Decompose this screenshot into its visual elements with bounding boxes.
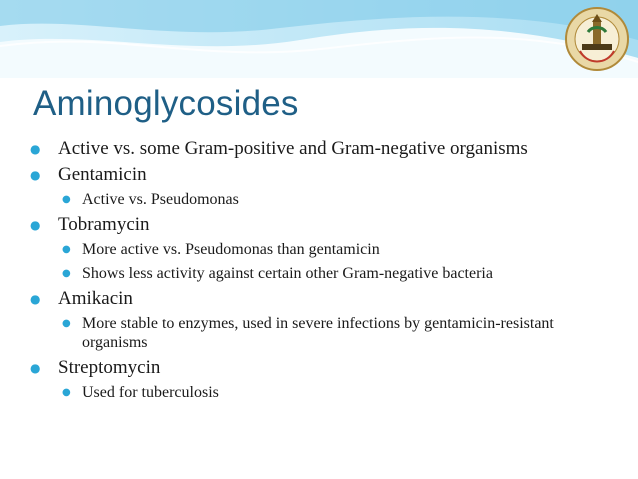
bullet-text: Used for tuberculosis: [82, 384, 219, 401]
bullet-text: Tobramycin: [58, 214, 150, 235]
header-wave-decoration: [0, 0, 638, 78]
bullet-text: Gentamicin: [58, 164, 147, 185]
list-item: [30, 288, 610, 309]
bullet-text: Shows less activity against certain other Gram-negative bacteria: [82, 265, 493, 282]
list-item: [30, 214, 610, 235]
bullet-icon: ●: [62, 387, 71, 398]
slide-title: Aminoglycosides: [33, 84, 299, 123]
bullet-text: Amikacin: [58, 288, 133, 309]
bullet-icon: ●: [30, 142, 41, 156]
bullet-icon: ●: [30, 168, 41, 182]
list-item: [30, 314, 610, 352]
list-item: [30, 138, 610, 159]
bullet-text: More active vs. Pseudomonas than gentamicin: [82, 241, 380, 258]
bullet-text: Streptomycin: [58, 357, 161, 378]
bullet-icon: ●: [62, 244, 71, 255]
bullet-icon: ●: [30, 292, 41, 306]
list-item: [30, 357, 610, 378]
bullet-text: Active vs. Pseudomonas: [82, 191, 239, 208]
bullet-text: More stable to enzymes, used in severe infections by gentamicin-resistant organisms: [82, 315, 554, 351]
list-item: [30, 240, 610, 259]
bullet-icon: ●: [62, 318, 71, 329]
list-item: [30, 164, 610, 185]
bullet-icon: ●: [30, 218, 41, 232]
bullet-icon: ●: [30, 361, 41, 375]
bullet-icon: ●: [62, 194, 71, 205]
list-item: [30, 264, 610, 283]
list-item: [30, 383, 610, 402]
bullet-icon: ●: [62, 268, 71, 279]
list-item: [30, 190, 610, 209]
university-seal-icon: [562, 6, 632, 72]
bullet-text: Active vs. some Gram-positive and Gram-negative organisms: [58, 138, 528, 159]
bullet-list: [30, 138, 610, 407]
